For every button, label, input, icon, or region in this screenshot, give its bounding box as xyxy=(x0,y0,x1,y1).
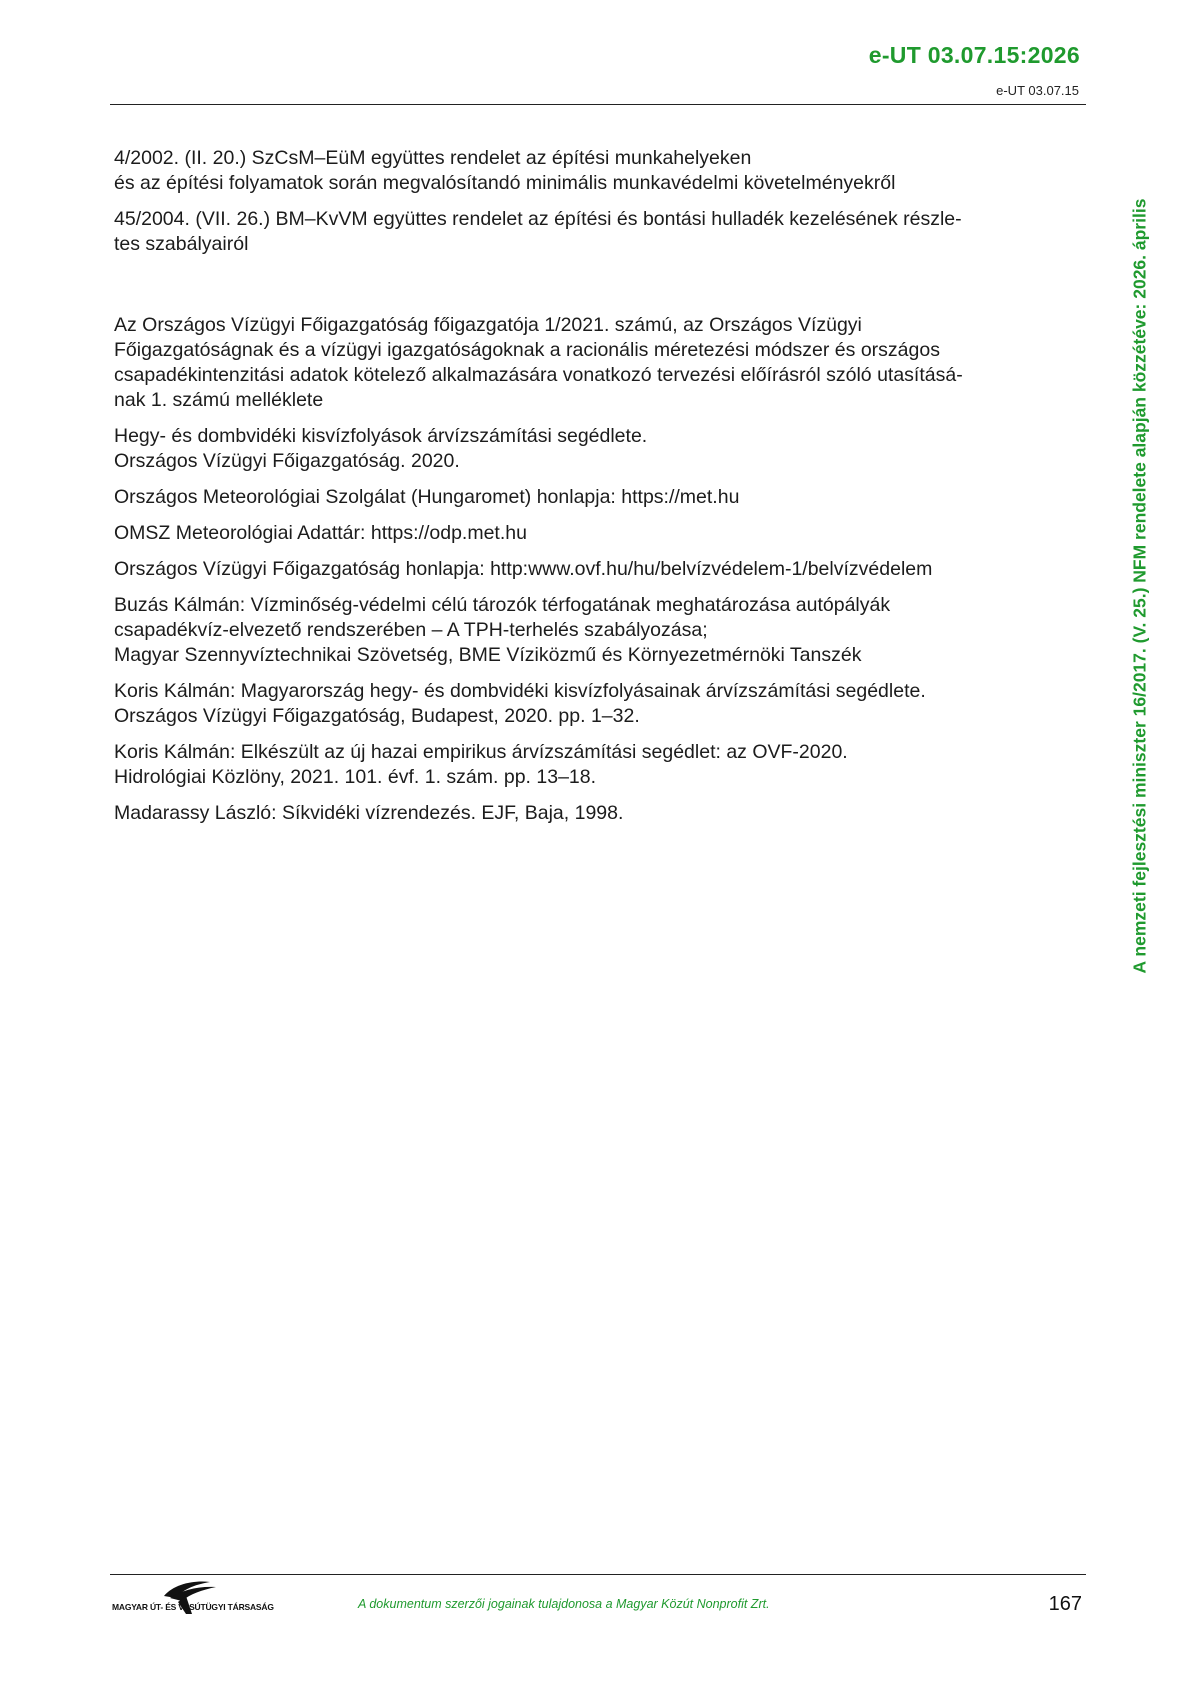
reference-line: tes szabályairól xyxy=(114,233,249,255)
header-sub-code: e-UT 03.07.15 xyxy=(996,83,1079,98)
footer-logo-text: MAGYAR ÚT- ÉS VASÚTÜGYI TÁRSASÁG xyxy=(112,1602,274,1612)
reference-entry xyxy=(114,485,1082,510)
reference-entry xyxy=(114,207,1082,257)
side-publication-note: A nemzeti fejlesztési miniszter 16/2017. (V. 25.) NFM rendelete alapján közzétéve: 2026. április xyxy=(1129,198,1150,974)
reference-line: és az építési folyamatok során megvalósítandó minimális munkavédelmi követelményekről xyxy=(114,172,896,194)
reference-line: Országos Vízügyi Főigazgatóság, Budapest, 2020. pp. 1–32. xyxy=(114,705,640,727)
reference-line: Az Országos Vízügyi Főigazgatóság főigazgatója 1/2021. számú, az Országos Vízügyi xyxy=(114,314,862,336)
reference-line: Főigazgatóságnak és a vízügyi igazgatóságoknak a racionális méretezési módszer és országos xyxy=(114,339,940,361)
reference-entry xyxy=(114,801,1082,826)
reference-entry xyxy=(114,557,1082,582)
reference-line: Buzás Kálmán: Vízminőség-védelmi célú tározók térfogatának meghatározása autópályák xyxy=(114,594,891,616)
header-code: e-UT 03.07.15:2026 xyxy=(868,42,1080,68)
page-number: 167 xyxy=(1048,1593,1082,1615)
reference-line: 4/2002. (II. 20.) SzCsM–EüM együttes rendelet az építési munkahelyeken xyxy=(114,147,752,169)
references-list xyxy=(114,146,1082,837)
reference-line: Országos Meteorológiai Szolgálat (Hungaromet) honlapja: https://met.hu xyxy=(114,486,740,508)
header-rule xyxy=(110,104,1086,105)
reference-entry xyxy=(114,679,1082,729)
reference-line: Országos Vízügyi Főigazgatóság honlapja: http:www.ovf.hu/hu/belvízvédelem-1/belvízvédelem xyxy=(114,558,933,580)
footer-copyright: A dokumentum szerzői jogainak tulajdonosa a Magyar Közút Nonprofit Zrt. xyxy=(358,1597,770,1611)
reference-line: Hegy- és dombvidéki kisvízfolyások árvízszámítási segédlete. xyxy=(114,425,648,447)
reference-entry xyxy=(114,424,1082,474)
reference-line: Hidrológiai Közlöny, 2021. 101. évf. 1. szám. pp. 13–18. xyxy=(114,766,597,788)
reference-line: csapadékvíz-elvezető rendszerében – A TPH-terhelés szabályozása; xyxy=(114,619,708,641)
reference-line: nak 1. számú melléklete xyxy=(114,389,324,411)
reference-line: Koris Kálmán: Magyarország hegy- és dombvidéki kisvízfolyásainak árvízszámítási segédlete. xyxy=(114,680,926,702)
reference-line: OMSZ Meteorológiai Adattár: https://odp.met.hu xyxy=(114,522,527,544)
reference-entry xyxy=(114,740,1082,790)
reference-entry xyxy=(114,146,1082,196)
reference-line: Országos Vízügyi Főigazgatóság. 2020. xyxy=(114,450,460,472)
reference-entry xyxy=(114,521,1082,546)
reference-line: 45/2004. (VII. 26.) BM–KvVM együttes rendelet az építési és bontási hulladék kezelésének részle- xyxy=(114,208,962,230)
reference-line: Madarassy László: Síkvidéki vízrendezés. EJF, Baja, 1998. xyxy=(114,802,624,824)
reference-line: csapadékintenzitási adatok kötelező alkalmazására vonatkozó tervezési előírásról szóló utasításá- xyxy=(114,364,963,386)
reference-entry xyxy=(114,313,1082,413)
reference-line: Koris Kálmán: Elkészült az új hazai empirikus árvízszámítási segédlet: az OVF-2020. xyxy=(114,741,848,763)
reference-entry xyxy=(114,593,1082,668)
reference-line: Magyar Szennyvíztechnikai Szövetség, BME Víziközmű és Környezetmérnöki Tanszék xyxy=(114,644,862,666)
